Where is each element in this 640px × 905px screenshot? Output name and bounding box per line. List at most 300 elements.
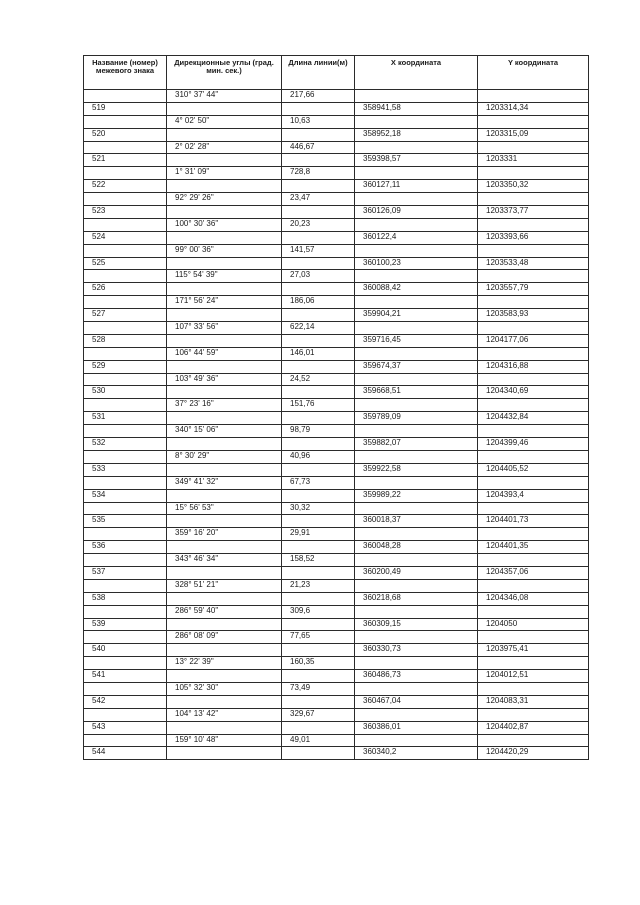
cell-x-coordinate (355, 425, 478, 438)
table-row (84, 115, 589, 128)
table-row (84, 193, 589, 206)
cell-marker-name: 522 (84, 180, 167, 193)
cell-y-coordinate (478, 141, 589, 154)
table-row (84, 218, 589, 231)
cell-x-coordinate: 359674,37 (355, 360, 478, 373)
cell-direction-angle: 343° 46' 34" (167, 554, 282, 567)
cell-direction-angle: 310° 37' 44" (167, 90, 282, 103)
cell-y-coordinate: 1204012,51 (478, 670, 589, 683)
cell-y-coordinate (478, 528, 589, 541)
cell-y-coordinate (478, 167, 589, 180)
cell-line-length (282, 592, 355, 605)
cell-direction-angle: 100° 30' 36" (167, 218, 282, 231)
cell-direction-angle: 349° 41' 32" (167, 476, 282, 489)
cell-direction-angle (167, 747, 282, 760)
cell-direction-angle (167, 257, 282, 270)
table-row (84, 425, 589, 438)
table-row (84, 141, 589, 154)
cell-y-coordinate: 1204432,84 (478, 412, 589, 425)
cell-x-coordinate (355, 347, 478, 360)
cell-marker-name: 533 (84, 463, 167, 476)
table-row (84, 347, 589, 360)
cell-marker-name (84, 682, 167, 695)
cell-line-length: 186,06 (282, 296, 355, 309)
cell-line-length (282, 257, 355, 270)
table-row (84, 502, 589, 515)
cell-y-coordinate (478, 450, 589, 463)
table-row (84, 554, 589, 567)
cell-marker-name: 534 (84, 489, 167, 502)
cell-x-coordinate (355, 141, 478, 154)
cell-x-coordinate: 359668,51 (355, 386, 478, 399)
cell-y-coordinate: 1204420,29 (478, 747, 589, 760)
cell-line-length (282, 463, 355, 476)
table-row (84, 657, 589, 670)
cell-x-coordinate (355, 631, 478, 644)
table-row (84, 244, 589, 257)
cell-x-coordinate (355, 528, 478, 541)
cell-marker-name (84, 476, 167, 489)
cell-y-coordinate: 1204401,35 (478, 541, 589, 554)
cell-direction-angle (167, 721, 282, 734)
cell-y-coordinate: 1204316,88 (478, 360, 589, 373)
cell-line-length: 20,23 (282, 218, 355, 231)
header-x: X координата (355, 56, 478, 90)
cell-line-length (282, 386, 355, 399)
cell-x-coordinate (355, 554, 478, 567)
table-row (84, 644, 589, 657)
table-row (84, 438, 589, 451)
table-row (84, 708, 589, 721)
cell-line-length (282, 541, 355, 554)
cell-marker-name (84, 605, 167, 618)
cell-marker-name: 525 (84, 257, 167, 270)
cell-direction-angle (167, 515, 282, 528)
cell-line-length: 29,91 (282, 528, 355, 541)
cell-y-coordinate: 1204083,31 (478, 695, 589, 708)
cell-marker-name (84, 399, 167, 412)
cell-direction-angle (167, 206, 282, 219)
cell-x-coordinate (355, 399, 478, 412)
cell-marker-name (84, 141, 167, 154)
cell-y-coordinate (478, 399, 589, 412)
table-body (84, 90, 589, 760)
header-y (478, 56, 589, 90)
cell-line-length: 77,65 (282, 631, 355, 644)
cell-direction-angle (167, 541, 282, 554)
cell-y-coordinate: 1204405,52 (478, 463, 589, 476)
cell-line-length: 446,67 (282, 141, 355, 154)
cell-line-length (282, 154, 355, 167)
cell-marker-name (84, 244, 167, 257)
cell-line-length: 24,52 (282, 373, 355, 386)
cell-direction-angle: 159° 10' 48" (167, 734, 282, 747)
cell-x-coordinate: 360048,28 (355, 541, 478, 554)
table-row (84, 399, 589, 412)
cell-y-coordinate (478, 554, 589, 567)
cell-x-coordinate: 360218,68 (355, 592, 478, 605)
cell-marker-name: 543 (84, 721, 167, 734)
document-sheet (83, 55, 588, 760)
cell-direction-angle: 107° 33' 56" (167, 322, 282, 335)
cell-marker-name: 535 (84, 515, 167, 528)
cell-y-coordinate: 1204177,06 (478, 334, 589, 347)
cell-x-coordinate (355, 373, 478, 386)
cell-x-coordinate (355, 270, 478, 283)
cell-marker-name (84, 90, 167, 103)
cell-marker-name: 524 (84, 231, 167, 244)
cell-y-coordinate (478, 90, 589, 103)
cell-line-length (282, 644, 355, 657)
table-row (84, 102, 589, 115)
table-row (84, 579, 589, 592)
cell-direction-angle: 105° 32' 30" (167, 682, 282, 695)
cell-x-coordinate: 359922,58 (355, 463, 478, 476)
table-row (84, 322, 589, 335)
cell-x-coordinate: 360088,42 (355, 283, 478, 296)
cell-y-coordinate (478, 425, 589, 438)
cell-line-length (282, 566, 355, 579)
cell-x-coordinate (355, 502, 478, 515)
cell-line-length (282, 489, 355, 502)
cell-x-coordinate (355, 657, 478, 670)
cell-line-length: 27,03 (282, 270, 355, 283)
cell-marker-name: 538 (84, 592, 167, 605)
cell-direction-angle: 359° 16' 20" (167, 528, 282, 541)
cell-marker-name: 532 (84, 438, 167, 451)
cell-x-coordinate (355, 579, 478, 592)
cell-marker-name: 537 (84, 566, 167, 579)
cell-direction-angle (167, 566, 282, 579)
table-row (84, 489, 589, 502)
cell-y-coordinate (478, 605, 589, 618)
cell-line-length (282, 231, 355, 244)
cell-y-coordinate (478, 682, 589, 695)
cell-x-coordinate: 360122,4 (355, 231, 478, 244)
cell-direction-angle (167, 283, 282, 296)
table-row (84, 566, 589, 579)
cell-y-coordinate: 1204357,06 (478, 566, 589, 579)
cell-x-coordinate: 360100,23 (355, 257, 478, 270)
cell-y-coordinate (478, 502, 589, 515)
cell-line-length (282, 695, 355, 708)
cell-marker-name (84, 296, 167, 309)
cell-y-coordinate (478, 734, 589, 747)
cell-line-length: 160,35 (282, 657, 355, 670)
cell-marker-name (84, 528, 167, 541)
cell-line-length: 30,32 (282, 502, 355, 515)
cell-y-coordinate (478, 579, 589, 592)
cell-line-length (282, 128, 355, 141)
cell-direction-angle: 328° 51' 21" (167, 579, 282, 592)
cell-y-coordinate: 1204393,4 (478, 489, 589, 502)
cell-y-coordinate: 1204401,73 (478, 515, 589, 528)
cell-direction-angle: 286° 59' 40" (167, 605, 282, 618)
cell-y-coordinate: 1204402,87 (478, 721, 589, 734)
cell-x-coordinate: 360309,15 (355, 618, 478, 631)
cell-marker-name (84, 502, 167, 515)
cell-line-length (282, 670, 355, 683)
table-row (84, 360, 589, 373)
cell-direction-angle: 171° 56' 24" (167, 296, 282, 309)
cell-marker-name: 526 (84, 283, 167, 296)
cell-marker-name (84, 193, 167, 206)
table-row (84, 231, 589, 244)
cell-x-coordinate: 359882,07 (355, 438, 478, 451)
cell-line-length: 158,52 (282, 554, 355, 567)
cell-x-coordinate (355, 605, 478, 618)
cell-direction-angle (167, 438, 282, 451)
cell-marker-name (84, 657, 167, 670)
cell-marker-name (84, 347, 167, 360)
cell-direction-angle: 103° 49' 36" (167, 373, 282, 386)
cell-line-length (282, 283, 355, 296)
cell-line-length (282, 334, 355, 347)
cell-x-coordinate (355, 193, 478, 206)
cell-direction-angle: 115° 54' 39" (167, 270, 282, 283)
cell-y-coordinate (478, 631, 589, 644)
cell-x-coordinate (355, 167, 478, 180)
cell-marker-name: 536 (84, 541, 167, 554)
cell-x-coordinate: 359789,09 (355, 412, 478, 425)
cell-line-length: 217,66 (282, 90, 355, 103)
table-row (84, 605, 589, 618)
cell-direction-angle (167, 309, 282, 322)
cell-y-coordinate: 1203331 (478, 154, 589, 167)
cell-direction-angle: 340° 15' 06" (167, 425, 282, 438)
cell-marker-name (84, 579, 167, 592)
cell-line-length: 10,63 (282, 115, 355, 128)
cell-y-coordinate: 1203315,09 (478, 128, 589, 141)
cell-line-length (282, 102, 355, 115)
cell-direction-angle (167, 670, 282, 683)
cell-x-coordinate (355, 90, 478, 103)
table-row (84, 734, 589, 747)
cell-x-coordinate: 359398,57 (355, 154, 478, 167)
table-row (84, 476, 589, 489)
cell-marker-name: 520 (84, 128, 167, 141)
cell-line-length: 23,47 (282, 193, 355, 206)
cell-y-coordinate (478, 193, 589, 206)
cell-y-coordinate (478, 373, 589, 386)
cell-marker-name (84, 554, 167, 567)
table-row (84, 206, 589, 219)
cell-direction-angle: 2° 02' 28" (167, 141, 282, 154)
cell-x-coordinate: 360467,04 (355, 695, 478, 708)
table-row (84, 283, 589, 296)
cell-y-coordinate: 1204050 (478, 618, 589, 631)
cell-y-coordinate (478, 322, 589, 335)
cell-line-length (282, 180, 355, 193)
table-row (84, 167, 589, 180)
cell-x-coordinate: 360126,09 (355, 206, 478, 219)
cell-x-coordinate (355, 244, 478, 257)
cell-x-coordinate: 358952,18 (355, 128, 478, 141)
cell-line-length: 622,14 (282, 322, 355, 335)
cell-marker-name (84, 270, 167, 283)
cell-marker-name (84, 322, 167, 335)
cell-marker-name: 542 (84, 695, 167, 708)
cell-marker-name (84, 115, 167, 128)
cell-marker-name: 521 (84, 154, 167, 167)
cell-line-length: 21,23 (282, 579, 355, 592)
cell-direction-angle (167, 334, 282, 347)
cell-line-length (282, 206, 355, 219)
cell-y-coordinate (478, 347, 589, 360)
cell-x-coordinate: 360018,37 (355, 515, 478, 528)
table-row (84, 463, 589, 476)
table-row (84, 154, 589, 167)
cell-y-coordinate (478, 708, 589, 721)
cell-x-coordinate: 359904,21 (355, 309, 478, 322)
cell-x-coordinate: 359989,22 (355, 489, 478, 502)
cell-direction-angle: 37° 23' 16" (167, 399, 282, 412)
cell-x-coordinate: 360340,2 (355, 747, 478, 760)
cell-direction-angle (167, 231, 282, 244)
table-row (84, 296, 589, 309)
cell-y-coordinate: 1203314,34 (478, 102, 589, 115)
table-row (84, 309, 589, 322)
cell-direction-angle (167, 412, 282, 425)
cell-direction-angle (167, 695, 282, 708)
cell-y-coordinate: 1203583,93 (478, 309, 589, 322)
cell-x-coordinate (355, 218, 478, 231)
table-row (84, 618, 589, 631)
cell-direction-angle: 15° 56' 53" (167, 502, 282, 515)
cell-y-coordinate: 1203975,41 (478, 644, 589, 657)
cell-marker-name (84, 218, 167, 231)
table-row (84, 270, 589, 283)
table-row (84, 592, 589, 605)
cell-direction-angle (167, 463, 282, 476)
cell-direction-angle (167, 489, 282, 502)
cell-line-length (282, 618, 355, 631)
cell-direction-angle (167, 386, 282, 399)
table-header-row (84, 56, 589, 90)
table-row (84, 747, 589, 760)
cell-line-length (282, 747, 355, 760)
cell-direction-angle (167, 644, 282, 657)
cell-line-length: 67,73 (282, 476, 355, 489)
cell-marker-name (84, 425, 167, 438)
cell-y-coordinate: 1203393,66 (478, 231, 589, 244)
cell-marker-name: 544 (84, 747, 167, 760)
cell-marker-name: 531 (84, 412, 167, 425)
table-row (84, 670, 589, 683)
cell-line-length (282, 309, 355, 322)
table-row (84, 180, 589, 193)
cell-line-length: 329,67 (282, 708, 355, 721)
cell-direction-angle (167, 102, 282, 115)
cell-y-coordinate: 1203557,79 (478, 283, 589, 296)
cell-marker-name (84, 708, 167, 721)
table-row (84, 631, 589, 644)
cell-y-coordinate: 1204399,46 (478, 438, 589, 451)
cell-x-coordinate: 358941,58 (355, 102, 478, 115)
cell-line-length (282, 412, 355, 425)
table-row (84, 515, 589, 528)
cell-y-coordinate: 1204340,69 (478, 386, 589, 399)
table-row (84, 541, 589, 554)
cell-marker-name: 539 (84, 618, 167, 631)
cell-line-length: 728,8 (282, 167, 355, 180)
cell-line-length: 309,6 (282, 605, 355, 618)
cell-marker-name: 530 (84, 386, 167, 399)
cell-marker-name: 540 (84, 644, 167, 657)
cell-direction-angle (167, 360, 282, 373)
table-row (84, 128, 589, 141)
cell-marker-name: 541 (84, 670, 167, 683)
cell-line-length: 49,01 (282, 734, 355, 747)
cell-x-coordinate (355, 682, 478, 695)
cell-x-coordinate (355, 322, 478, 335)
cell-direction-angle (167, 154, 282, 167)
table-row (84, 257, 589, 270)
cell-direction-angle: 92° 29' 26" (167, 193, 282, 206)
cell-line-length: 73,49 (282, 682, 355, 695)
cell-marker-name (84, 373, 167, 386)
cell-x-coordinate (355, 734, 478, 747)
table-row (84, 721, 589, 734)
cell-y-coordinate (478, 476, 589, 489)
cell-x-coordinate: 360486,73 (355, 670, 478, 683)
cell-line-length (282, 721, 355, 734)
cell-direction-angle: 104° 13' 42" (167, 708, 282, 721)
cell-y-coordinate: 1204346,08 (478, 592, 589, 605)
cell-marker-name (84, 450, 167, 463)
table-row (84, 450, 589, 463)
table-row (84, 373, 589, 386)
table-row (84, 90, 589, 103)
cell-y-coordinate: 1203533,48 (478, 257, 589, 270)
cell-line-length (282, 515, 355, 528)
header-length: Длина линии(м) (282, 56, 355, 90)
table-row (84, 386, 589, 399)
cell-marker-name: 529 (84, 360, 167, 373)
header-y-label: Y координата (507, 58, 559, 67)
table-row (84, 528, 589, 541)
cell-y-coordinate (478, 244, 589, 257)
cell-x-coordinate (355, 450, 478, 463)
cell-x-coordinate (355, 476, 478, 489)
cell-y-coordinate: 1203373,77 (478, 206, 589, 219)
cell-direction-angle: 8° 30' 29" (167, 450, 282, 463)
cell-x-coordinate: 360330,73 (355, 644, 478, 657)
cell-x-coordinate (355, 115, 478, 128)
cell-line-length: 98,79 (282, 425, 355, 438)
header-name: Название (номер) межевого знака (84, 56, 167, 90)
cell-line-length (282, 438, 355, 451)
cell-direction-angle (167, 592, 282, 605)
cell-x-coordinate (355, 296, 478, 309)
cell-direction-angle (167, 180, 282, 193)
cell-line-length: 40,96 (282, 450, 355, 463)
cell-marker-name: 519 (84, 102, 167, 115)
header-angle: Дирекционные углы (град. мин. сек.) (167, 56, 282, 90)
cell-line-length: 146,01 (282, 347, 355, 360)
cell-marker-name (84, 631, 167, 644)
cell-y-coordinate (478, 115, 589, 128)
cell-marker-name: 523 (84, 206, 167, 219)
boundary-coordinates-table (83, 55, 589, 760)
cell-direction-angle: 1° 31' 09" (167, 167, 282, 180)
cell-x-coordinate: 360127,11 (355, 180, 478, 193)
cell-x-coordinate: 360386,01 (355, 721, 478, 734)
cell-direction-angle: 286° 08' 09" (167, 631, 282, 644)
cell-x-coordinate (355, 708, 478, 721)
cell-marker-name (84, 734, 167, 747)
cell-x-coordinate: 360200,49 (355, 566, 478, 579)
